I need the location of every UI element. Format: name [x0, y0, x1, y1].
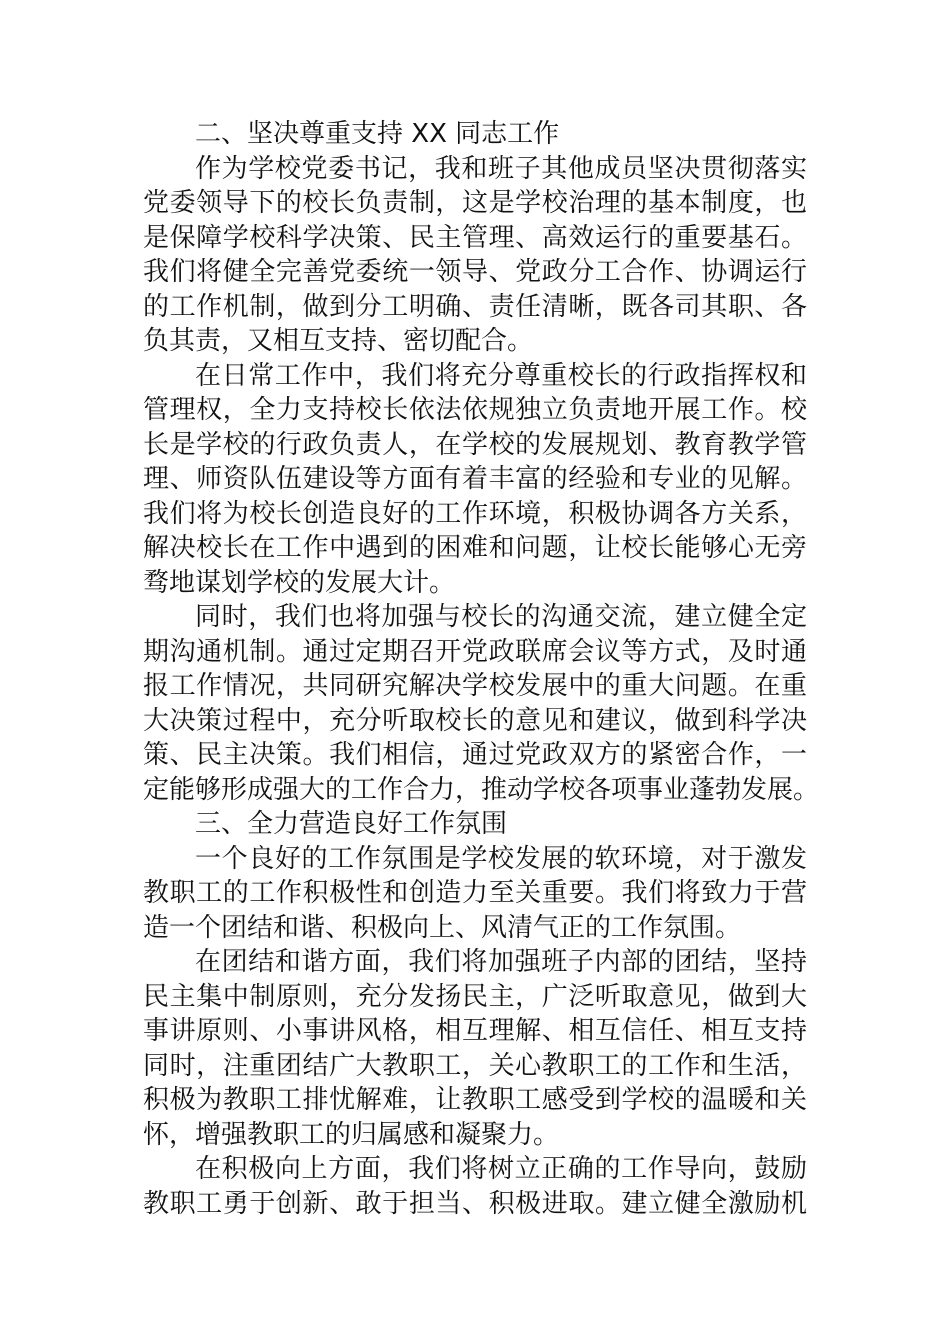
text-line: 骛地谋划学校的发展大计。	[143, 567, 456, 598]
document-body	[143, 117, 820, 1221]
text-line: 我们将健全完善党委统一领导、党政分工合作、协调运行	[143, 257, 807, 287]
text-line: 一个良好的工作氛围是学校发展的软环境，对于激发	[195, 843, 807, 874]
text-line: 我们将为校长创造良好的工作环境，积极协调各方关系，	[143, 498, 807, 529]
text-line: 积极为教职工排忧解难，让教职工感受到学校的温暖和关	[143, 1085, 807, 1115]
text-line: 作为学校党委书记，我和班子其他成员坚决贯彻落实	[195, 153, 807, 184]
text-line: 策、民主决策。我们相信，通过党政双方的紧密合作，一	[143, 740, 807, 770]
text-line: 教职工的工作积极性和创造力至关重要。我们将致力于营	[143, 878, 807, 908]
text-line: 在积极向上方面，我们将树立正确的工作导向，鼓励	[195, 1154, 807, 1184]
text-line: 党委领导下的校长负责制，这是学校治理的基本制度，也	[143, 188, 807, 218]
text-line: 二、坚决尊重支持 XX 同志工作	[195, 119, 560, 149]
text-line: 同时，注重团结广大教职工，关心教职工的工作和生活，	[143, 1050, 807, 1081]
text-line: 民主集中制原则，充分发扬民主，广泛听取意见，做到大	[143, 981, 807, 1012]
text-line: 三、全力营造良好工作氛围	[195, 809, 508, 839]
text-line: 理、师资队伍建设等方面有着丰富的经验和专业的见解。	[143, 464, 807, 494]
text-line: 同时，我们也将加强与校长的沟通交流，建立健全定	[195, 602, 807, 632]
text-line: 管理权，全力支持校长依法依规独立负责地开展工作。校	[143, 395, 807, 425]
text-line: 期沟通机制。通过定期召开党政联席会议等方式，及时通	[143, 636, 807, 667]
text-line: 解决校长在工作中遇到的困难和问题，让校长能够心无旁	[143, 533, 807, 563]
text-line: 在日常工作中，我们将充分尊重校长的行政指挥权和	[195, 360, 807, 391]
text-line: 的工作机制，做到分工明确、责任清晰，既各司其职、各	[143, 291, 807, 322]
text-line: 教职工勇于创新、敢于担当、积极进取。建立健全激励机	[143, 1188, 807, 1219]
text-line: 报工作情况，共同研究解决学校发展中的重大问题。在重	[143, 671, 807, 701]
text-line: 事讲原则、小事讲风格，相互理解、相互信任、相互支持	[143, 1016, 807, 1046]
text-line: 长是学校的行政负责人，在学校的发展规划、教育教学管	[143, 429, 807, 460]
text-line: 大决策过程中，充分听取校长的意见和建议，做到科学决	[143, 705, 807, 736]
text-line: 怀，增强教职工的归属感和凝聚力。	[143, 1119, 560, 1150]
text-line: 在团结和谐方面，我们将加强班子内部的团结，坚持	[195, 947, 807, 977]
text-line: 造一个团结和谐、积极向上、风清气正的工作氛围。	[143, 912, 742, 943]
text-line: 定能够形成强大的工作合力，推动学校各项事业蓬勃发展。	[143, 774, 820, 805]
text-line: 是保障学校科学决策、民主管理、高效运行的重要基石。	[143, 222, 807, 253]
text-line: 负其责，又相互支持、密切配合。	[143, 326, 534, 356]
